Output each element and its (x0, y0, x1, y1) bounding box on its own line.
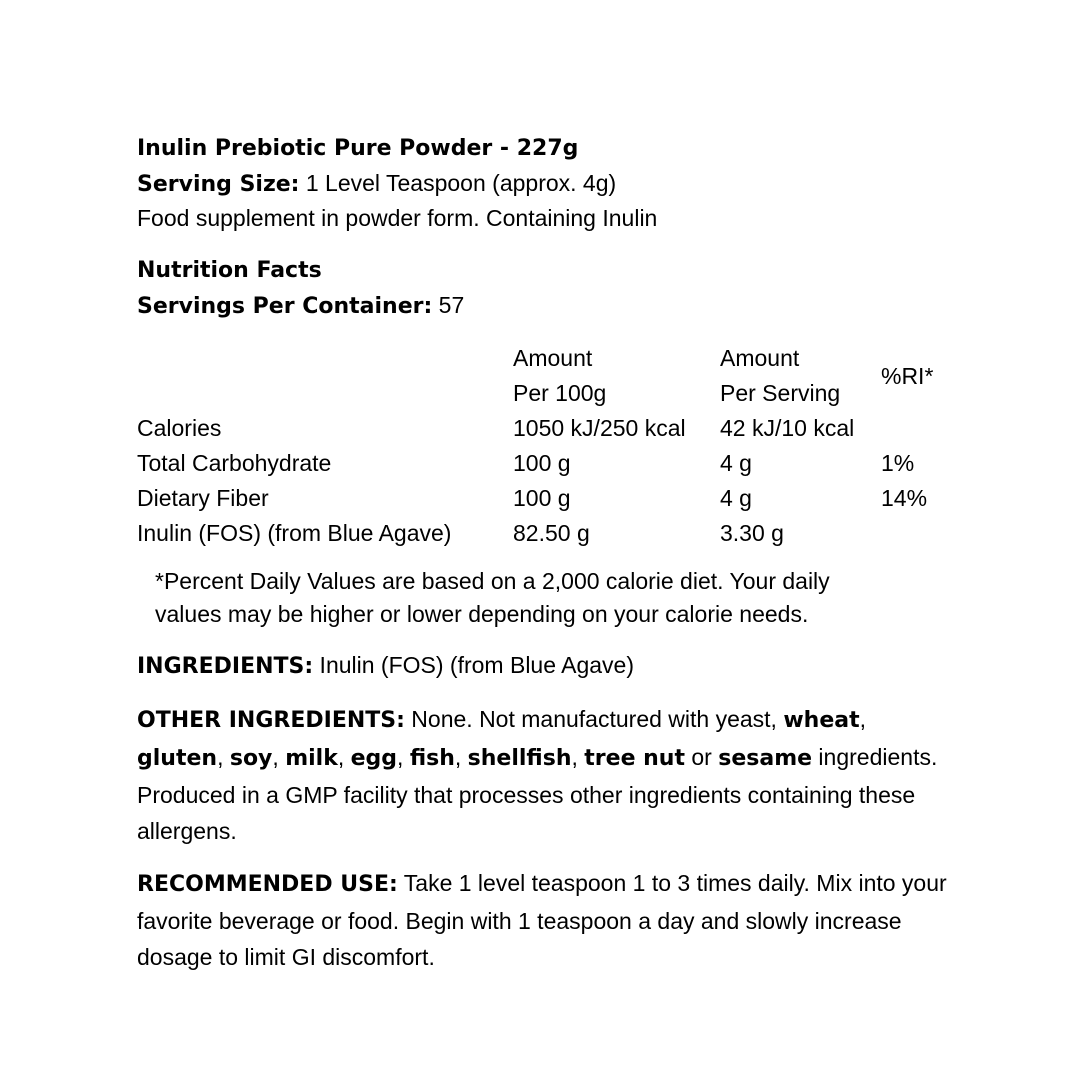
recommended-use-section (137, 865, 957, 975)
nutrient-name: Total Carbohydrate (137, 450, 332, 476)
amount-per-100g: 1050 kJ/250 kcal (513, 415, 686, 441)
allergen: shellfish (467, 746, 572, 771)
allergen: wheat (783, 708, 860, 733)
other-ingredients-outro: ingredients. Produced in a GMP facility that processes other ingredients containing these allergens. (137, 744, 938, 844)
table-row (137, 446, 957, 481)
servings-per-container-value: 57 (438, 292, 465, 318)
ri-value: 14% (881, 485, 928, 511)
allergen: milk (285, 746, 338, 771)
header-per-serving-bottom: Per Serving (720, 380, 841, 406)
nutrition-facts-heading: Nutrition Facts (137, 258, 322, 283)
amount-per-serving: 42 kJ/10 kcal (720, 415, 855, 441)
ri-value (881, 516, 957, 551)
servings-per-container-line (137, 288, 957, 323)
table-header-row (137, 341, 957, 376)
amount-per-serving: 4 g (720, 450, 752, 476)
allergen: soy (229, 746, 273, 771)
allergen: fish (409, 746, 455, 771)
allergen: sesame (718, 746, 813, 771)
product-title: Inulin Prebiotic Pure Powder - 227g (137, 136, 579, 161)
nutrition-table (137, 341, 957, 551)
header-ri: %RI* (881, 362, 934, 389)
daily-value-footnote (155, 565, 957, 631)
product-description: Food supplement in powder form. Containing Inulin (137, 205, 658, 231)
amount-per-serving: 4 g (720, 485, 752, 511)
footnote-line: values may be higher or lower depending on your calorie needs. (155, 601, 809, 627)
serving-size-line (137, 166, 957, 201)
ingredients-label: INGREDIENTS: (137, 654, 314, 679)
recommended-use-text: Take 1 level teaspoon 1 to 3 times daily. Mix into your favorite beverage or food. Begin with 1 teaspoon a day and slowly increase dosage to limit GI discomfort. (137, 870, 947, 970)
amount-per-serving: 3.30 g (720, 520, 784, 546)
serving-size-value: 1 Level Teaspoon (approx. 4g) (305, 170, 617, 196)
other-ingredients-section: OTHER INGREDIENTS: None. Not manufactured with yeast, wheat, gluten, soy, milk, egg, fish, shellfish, tree nut or sesame ingredients. Produced in a GMP facility that processes other ingredients containing these allergens. (137, 706, 938, 844)
ingredients-text: Inulin (FOS) (from Blue Agave) (313, 652, 635, 678)
recommended-use-label: RECOMMENDED USE: (137, 872, 398, 897)
table-row (137, 411, 957, 446)
other-ingredients-intro: None. Not manufactured with yeast, (404, 706, 784, 732)
serving-size-label: Serving Size: (137, 172, 300, 197)
allergen: tree nut (584, 746, 685, 771)
allergen: egg (350, 746, 398, 771)
servings-per-container-label: Servings Per Container: (137, 294, 433, 319)
other-ingredients-label: OTHER INGREDIENTS: (137, 708, 405, 733)
header-per100-bottom: Per 100g (513, 380, 607, 406)
amount-per-100g: 82.50 g (513, 520, 590, 546)
nutrient-name: Dietary Fiber (137, 485, 269, 511)
ri-value: 1% (881, 450, 915, 476)
footnote-line: *Percent Daily Values are based on a 2,000 calorie diet. Your daily (155, 568, 830, 594)
nutrient-name: Inulin (FOS) (from Blue Agave) (137, 520, 452, 546)
amount-per-100g: 100 g (513, 485, 571, 511)
amount-per-100g: 100 g (513, 450, 571, 476)
table-row (137, 516, 957, 551)
table-row (137, 481, 957, 516)
ri-value (881, 411, 957, 446)
header-per100-top: Amount (513, 345, 593, 371)
supplement-label (137, 131, 957, 975)
header-per-serving-top: Amount (720, 345, 800, 371)
ingredients-section (137, 647, 957, 685)
allergen: gluten (137, 746, 218, 771)
nutrient-name: Calories (137, 415, 222, 441)
